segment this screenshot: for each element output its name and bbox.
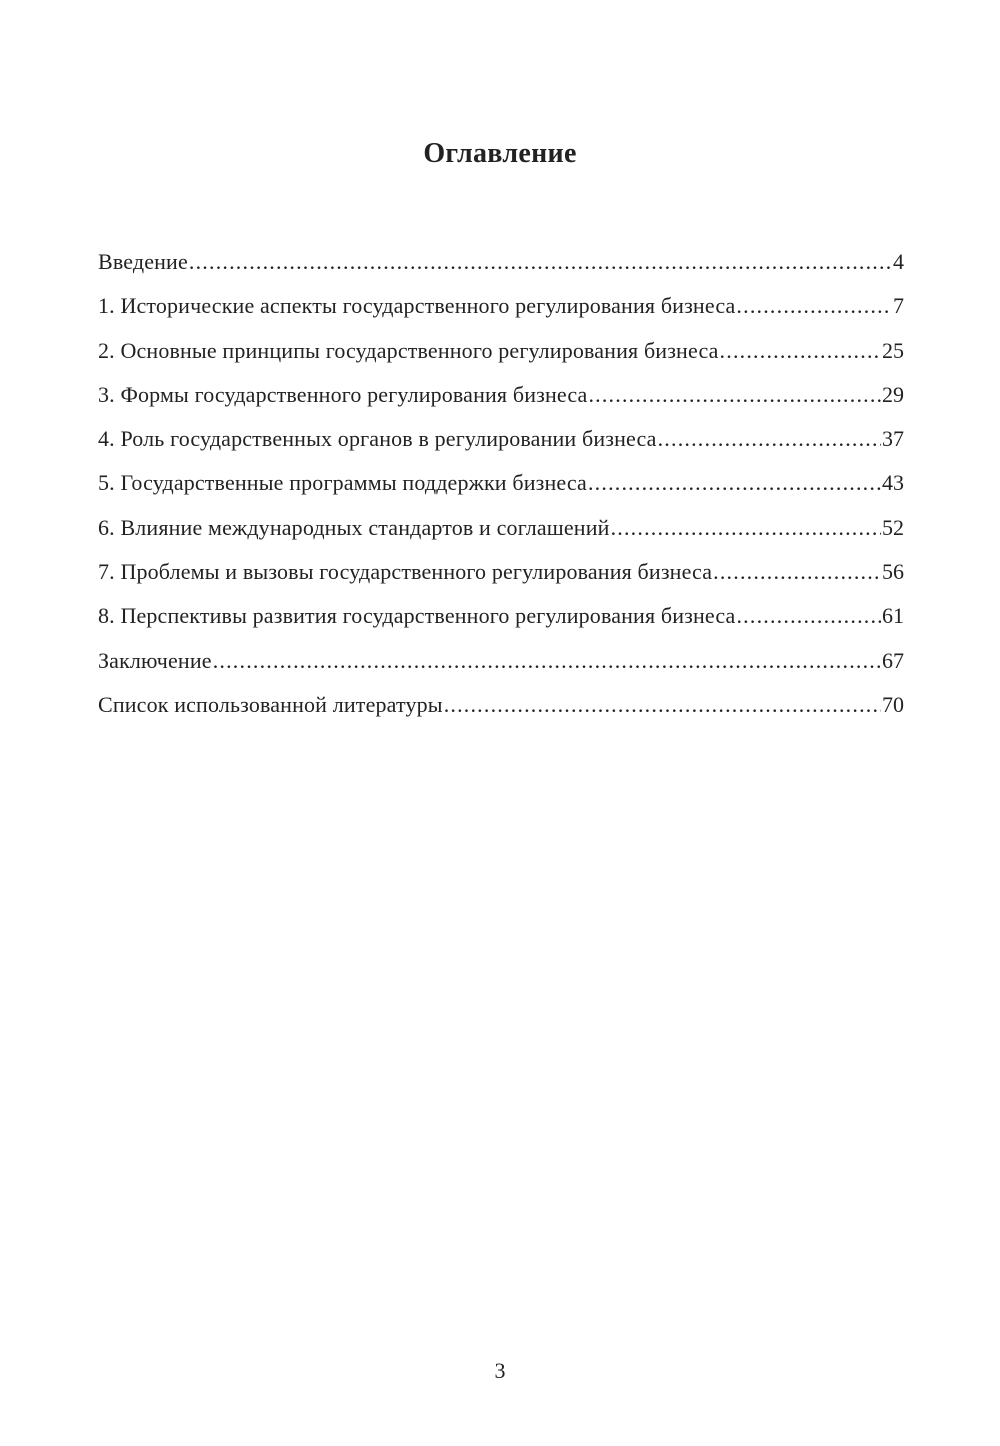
toc-entry-chapter-7 (98, 552, 904, 596)
toc-leader-dots (736, 286, 892, 326)
toc-entry-label: 1. Исторические аспекты государственного регулирования бизнеса (98, 293, 736, 319)
page-title: Оглавление (423, 138, 577, 169)
toc-entry-page: 61 (882, 603, 904, 629)
toc-entry-page: 56 (882, 559, 904, 585)
toc-entry-references (98, 685, 904, 729)
toc-entry-page: 7 (893, 293, 904, 319)
toc-leader-dots (736, 596, 881, 636)
toc-entry-label: Заключение (98, 647, 212, 673)
toc-leader-dots (658, 419, 881, 459)
toc-entry-introduction (98, 242, 904, 286)
toc-entry-label: 3. Формы государственного регулирования бизнеса (98, 381, 588, 407)
toc-entry-label: Список использованной литературы (98, 691, 443, 717)
toc-entry-chapter-1 (98, 286, 904, 330)
toc-entry-page: 52 (882, 514, 904, 540)
toc-entry-label: 4. Роль государственных органов в регулировании бизнеса (98, 426, 657, 452)
toc-leader-dots (588, 463, 881, 503)
toc-entry-page: 29 (882, 381, 904, 407)
toc-entry-chapter-8 (98, 596, 904, 640)
page-number: 3 (494, 1358, 506, 1383)
toc-entry-page: 67 (882, 647, 904, 673)
toc-entry-page: 4 (893, 249, 904, 274)
toc-entry-page: 43 (882, 470, 904, 496)
toc-entry-label: 8. Перспективы развития государственного регулирования бизнеса (98, 603, 736, 629)
toc-entry-label: 2. Основные принципы государственного регулирования бизнеса (98, 337, 719, 363)
toc-entry-chapter-3 (98, 375, 904, 419)
toc-entry-chapter-5 (98, 463, 904, 507)
toc-entry-conclusion (98, 641, 904, 685)
toc-leader-dots (189, 242, 892, 282)
toc-leader-dots (444, 685, 881, 725)
table-of-contents (98, 242, 904, 729)
toc-leader-dots (588, 375, 881, 415)
toc-entry-label: 6. Влияние международных стандартов и соглашений (98, 514, 610, 540)
toc-entry-label: 7. Проблемы и вызовы государственного регулирования бизнеса (98, 559, 713, 585)
toc-entry-chapter-6 (98, 508, 904, 552)
toc-leader-dots (611, 508, 881, 548)
toc-entry-page: 70 (882, 691, 904, 717)
toc-leader-dots (213, 641, 881, 681)
toc-entry-page: 25 (882, 337, 904, 363)
toc-entry-chapter-2 (98, 331, 904, 375)
toc-entry-label: 5. Государственные программы поддержки бизнеса (98, 470, 587, 496)
toc-entry-chapter-4 (98, 419, 904, 463)
toc-entry-label: Введение (98, 249, 188, 274)
toc-leader-dots (713, 552, 881, 592)
toc-leader-dots (720, 331, 881, 371)
toc-entry-page: 37 (882, 426, 904, 452)
